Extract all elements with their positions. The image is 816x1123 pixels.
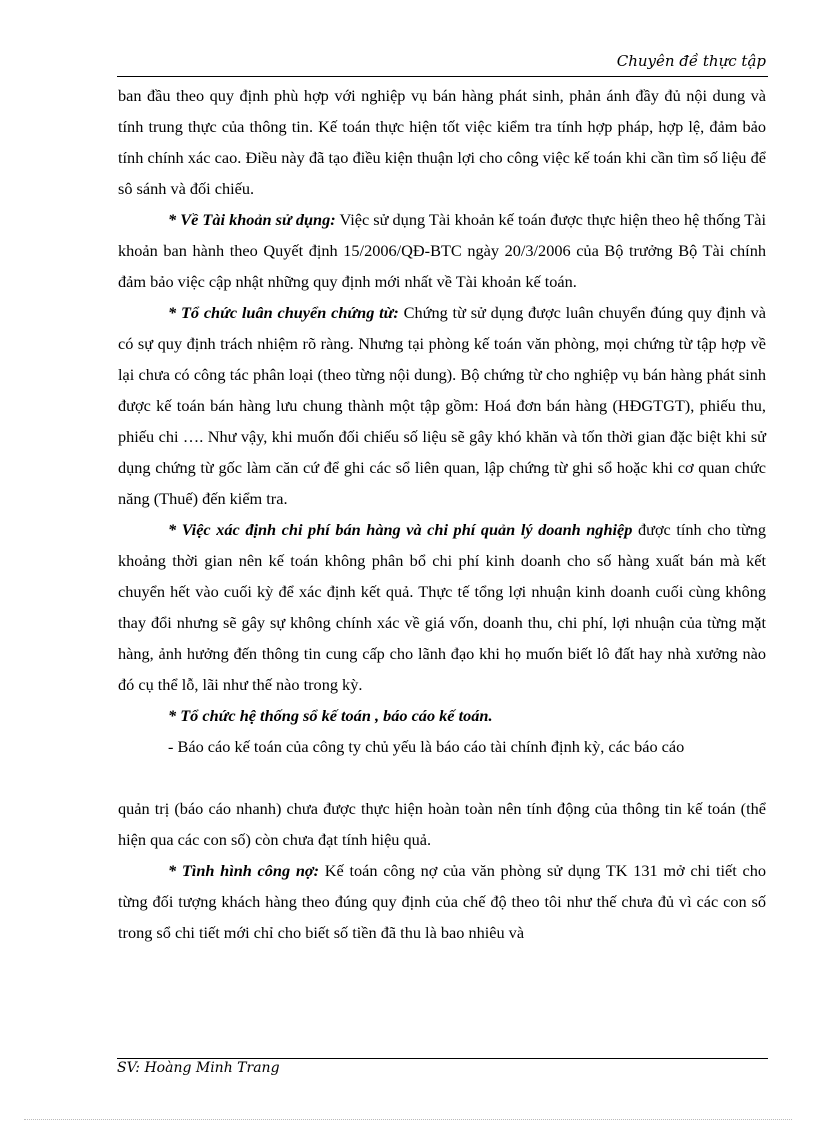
- paragraph-lead: * Tổ chức hệ thống sổ kế toán , báo cáo kế toán.: [168, 706, 493, 725]
- paragraph-text: được tính cho từng khoảng thời gian nên kế toán không phân bổ chi phí kinh doanh cho số hàng xuất bán mà kết chuyển hết vào cuối kỳ để xác định kết quả. Thực tế tổng lợi nhuận kinh doanh cuối cùng không thay đổi nhưng sẽ gây sự không chính xác về giá vốn, doanh thu, chi phí, lợi nhuận của từng mặt hàng, ảnh hưởng đến thông tin cung cấp cho lãnh đạo khi họ muốn biết lô đất hay nhà xưởng nào đó cụ thể lỗ, lãi như thế nào trong kỳ.: [118, 520, 766, 694]
- paragraph-accounts: [118, 204, 766, 297]
- paragraph-lead: * Tình hình công nợ:: [168, 861, 320, 880]
- paragraph-lead: * Tổ chức luân chuyển chứng từ:: [168, 303, 399, 322]
- page-edge-dots: [24, 1119, 792, 1120]
- paragraph-documents: [118, 297, 766, 514]
- header-title: Chuyên đề thực tập: [616, 52, 766, 70]
- paragraph-gap: [118, 762, 766, 793]
- paragraph-reports-continued: quản trị (báo cáo nhanh) chưa được thực hiện hoàn toàn nên tính động của thông tin kế toán (thể hiện qua các con số) còn chưa đạt tính hiệu quả.: [118, 799, 766, 849]
- paragraph-ledger-heading: [118, 700, 766, 731]
- footer-divider: [117, 1058, 768, 1059]
- paragraph-intro: ban đầu theo quy định phù hợp với nghiệp vụ bán hàng phát sinh, phản ánh đầy đủ nội dung và tính trung thực của thông tin. Kế toán thực hiện tốt việc kiểm tra tính hợp pháp, hợp lệ, đảm bảo tính chính xác cao. Điều này đã tạo điều kiện thuận lợi cho công việc kế toán khi cần tìm số liệu để sô sánh và đối chiếu.: [118, 86, 766, 198]
- footer-student-name: SV: Hoàng Minh Trang: [117, 1060, 280, 1076]
- paragraph-text: Việc sử dụng Tài khoản kế toán được thực hiện theo hệ thống Tài khoản ban hành theo Quyết định 15/2006/QĐ-BTC ngày 20/3/2006 của Bộ trưởng Bộ Tài chính đảm bảo việc cập nhật những quy định mới nhất về Tài khoản kế toán.: [118, 210, 766, 291]
- paragraph-text: Kế toán công nợ của văn phòng sử dụng TK 131 mở chi tiết cho từng đối tượng khách hàng theo đúng quy định của chế độ theo tôi như thế chưa đủ vì các con số trong sổ chi tiết mới chỉ cho biết số tiền đã thu là bao nhiêu và: [118, 861, 767, 942]
- paragraph-reports: - Báo cáo kế toán của công ty chủ yếu là báo cáo tài chính định kỳ, các báo cáo: [168, 737, 685, 756]
- paragraph-costs: [118, 514, 766, 700]
- paragraph-lead: * Việc xác định chi phí bán hàng và chi phí quản lý doanh nghiệp: [168, 520, 633, 539]
- document-body: [118, 80, 766, 948]
- paragraph-lead: * Về Tài khoản sử dụng:: [168, 210, 336, 229]
- header-divider: [117, 76, 768, 77]
- paragraph-text: Chứng từ sử dụng được luân chuyển đúng quy định và có sự quy định trách nhiệm rõ ràng. Nhưng tại phòng kế toán văn phòng, mọi chứng từ tập hợp về lại chưa có công tác phân loại (theo từng nội dung). Bộ chứng từ cho nghiệp vụ bán hàng phát sinh được kế toán bán hàng lưu chung thành một tập gồm: Hoá đơn bán hàng (HĐGTGT), phiếu thu, phiếu chi …. Như vậy, khi muốn đối chiếu số liệu sẽ gây khó khăn và tốn thời gian đặc biệt khi sử dụng chứng từ gốc làm căn cứ để ghi các sổ liên quan, lập chứng từ ghi sổ hoặc khi cơ quan chức năng (Thuế) đến kiểm tra.: [118, 303, 766, 508]
- paragraph-debts: [118, 855, 766, 948]
